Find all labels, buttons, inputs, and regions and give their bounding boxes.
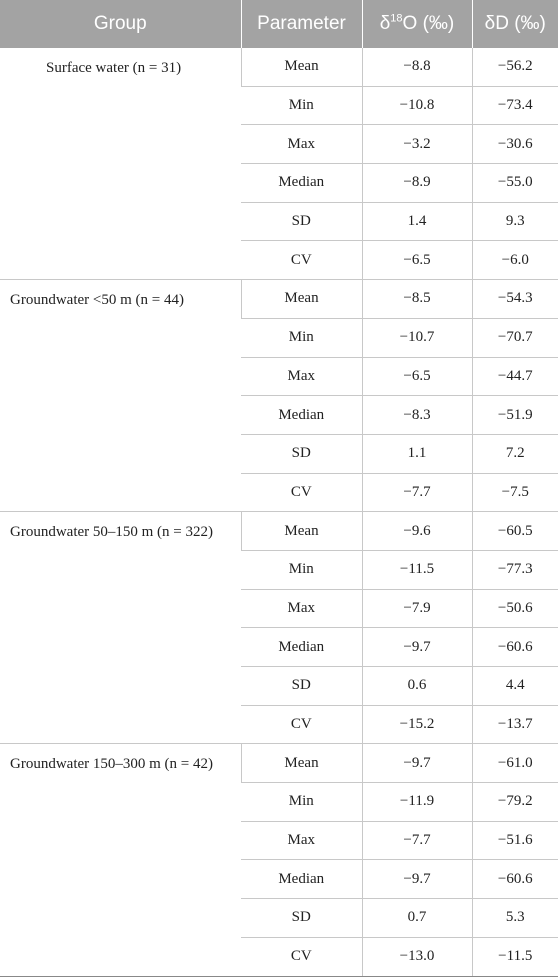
delta-18o-cell: −15.2: [362, 705, 472, 744]
parameter-cell: Min: [241, 318, 362, 357]
delta-d-cell: −60.5: [472, 512, 558, 551]
delta-d-cell: −55.0: [472, 164, 558, 203]
parameter-cell: Min: [241, 86, 362, 125]
delta-18o-cell: −6.5: [362, 241, 472, 280]
parameter-cell: Mean: [241, 280, 362, 319]
delta-d-cell: 9.3: [472, 202, 558, 241]
delta-d-cell: −11.5: [472, 937, 558, 976]
delta-d-cell: −13.7: [472, 705, 558, 744]
parameter-cell: CV: [241, 241, 362, 280]
group-name-cell: Groundwater 150–300 m (n = 42): [0, 744, 241, 976]
delta-18o-cell: −3.2: [362, 125, 472, 164]
parameter-cell: Max: [241, 357, 362, 396]
delta-18o-cell: −9.6: [362, 512, 472, 551]
delta-d-cell: −73.4: [472, 86, 558, 125]
parameter-cell: Min: [241, 550, 362, 589]
parameter-cell: SD: [241, 667, 362, 706]
delta-d-cell: −79.2: [472, 783, 558, 822]
header-delta-18o-prefix: δ: [379, 13, 391, 34]
parameter-cell: Median: [241, 396, 362, 435]
header-delta-18o-suffix: O (‰): [402, 13, 455, 34]
parameter-cell: Median: [241, 164, 362, 203]
delta-d-cell: −7.5: [472, 473, 558, 512]
delta-d-cell: −44.7: [472, 357, 558, 396]
delta-18o-cell: −7.7: [362, 821, 472, 860]
parameter-cell: Median: [241, 860, 362, 899]
table-body: [0, 48, 558, 976]
delta-18o-cell: −7.9: [362, 589, 472, 628]
delta-18o-cell: −8.5: [362, 280, 472, 319]
header-delta-d: δD (‰): [472, 0, 558, 48]
delta-d-cell: −51.9: [472, 396, 558, 435]
parameter-cell: CV: [241, 705, 362, 744]
parameter-cell: Max: [241, 589, 362, 628]
table-row: [0, 744, 558, 783]
delta-18o-cell: −7.7: [362, 473, 472, 512]
header-row: [0, 0, 558, 48]
delta-d-cell: −60.6: [472, 628, 558, 667]
group-name-cell: Groundwater <50 m (n = 44): [0, 280, 241, 512]
parameter-cell: CV: [241, 473, 362, 512]
delta-18o-cell: −9.7: [362, 744, 472, 783]
delta-18o-cell: 1.4: [362, 202, 472, 241]
header-delta-18o: [362, 0, 472, 48]
parameter-cell: Max: [241, 821, 362, 860]
header-parameter: Parameter: [241, 0, 362, 48]
table-row: [0, 48, 558, 86]
delta-d-cell: 5.3: [472, 899, 558, 938]
delta-18o-cell: −13.0: [362, 937, 472, 976]
delta-18o-cell: −8.3: [362, 396, 472, 435]
delta-d-cell: −77.3: [472, 550, 558, 589]
delta-18o-cell: 0.7: [362, 899, 472, 938]
delta-18o-cell: −9.7: [362, 628, 472, 667]
parameter-cell: Mean: [241, 744, 362, 783]
delta-18o-cell: 0.6: [362, 667, 472, 706]
delta-d-cell: −54.3: [472, 280, 558, 319]
parameter-cell: SD: [241, 434, 362, 473]
delta-d-cell: 7.2: [472, 434, 558, 473]
delta-d-cell: −61.0: [472, 744, 558, 783]
delta-d-cell: 4.4: [472, 667, 558, 706]
delta-18o-cell: −11.9: [362, 783, 472, 822]
delta-d-cell: −30.6: [472, 125, 558, 164]
parameter-cell: Median: [241, 628, 362, 667]
delta-18o-cell: −8.8: [362, 48, 472, 86]
delta-18o-cell: 1.1: [362, 434, 472, 473]
parameter-cell: Min: [241, 783, 362, 822]
parameter-cell: SD: [241, 899, 362, 938]
table-header: [0, 0, 558, 48]
delta-18o-cell: −10.8: [362, 86, 472, 125]
header-delta-18o-superscript: 18: [390, 12, 403, 25]
table-row: [0, 512, 558, 551]
delta-d-cell: −56.2: [472, 48, 558, 86]
group-name-cell: Groundwater 50–150 m (n = 322): [0, 512, 241, 744]
delta-18o-cell: −8.9: [362, 164, 472, 203]
delta-d-cell: −50.6: [472, 589, 558, 628]
parameter-cell: CV: [241, 937, 362, 976]
delta-d-cell: −51.6: [472, 821, 558, 860]
delta-18o-cell: −11.5: [362, 550, 472, 589]
parameter-cell: Mean: [241, 512, 362, 551]
group-name-cell: Surface water (n = 31): [0, 48, 241, 280]
table-row: [0, 280, 558, 319]
delta-d-cell: −70.7: [472, 318, 558, 357]
parameter-cell: SD: [241, 202, 362, 241]
delta-d-cell: −6.0: [472, 241, 558, 280]
parameter-cell: Mean: [241, 48, 362, 86]
header-group: Group: [0, 0, 241, 48]
parameter-cell: Max: [241, 125, 362, 164]
delta-18o-cell: −10.7: [362, 318, 472, 357]
delta-18o-cell: −6.5: [362, 357, 472, 396]
delta-d-cell: −60.6: [472, 860, 558, 899]
delta-18o-cell: −9.7: [362, 860, 472, 899]
